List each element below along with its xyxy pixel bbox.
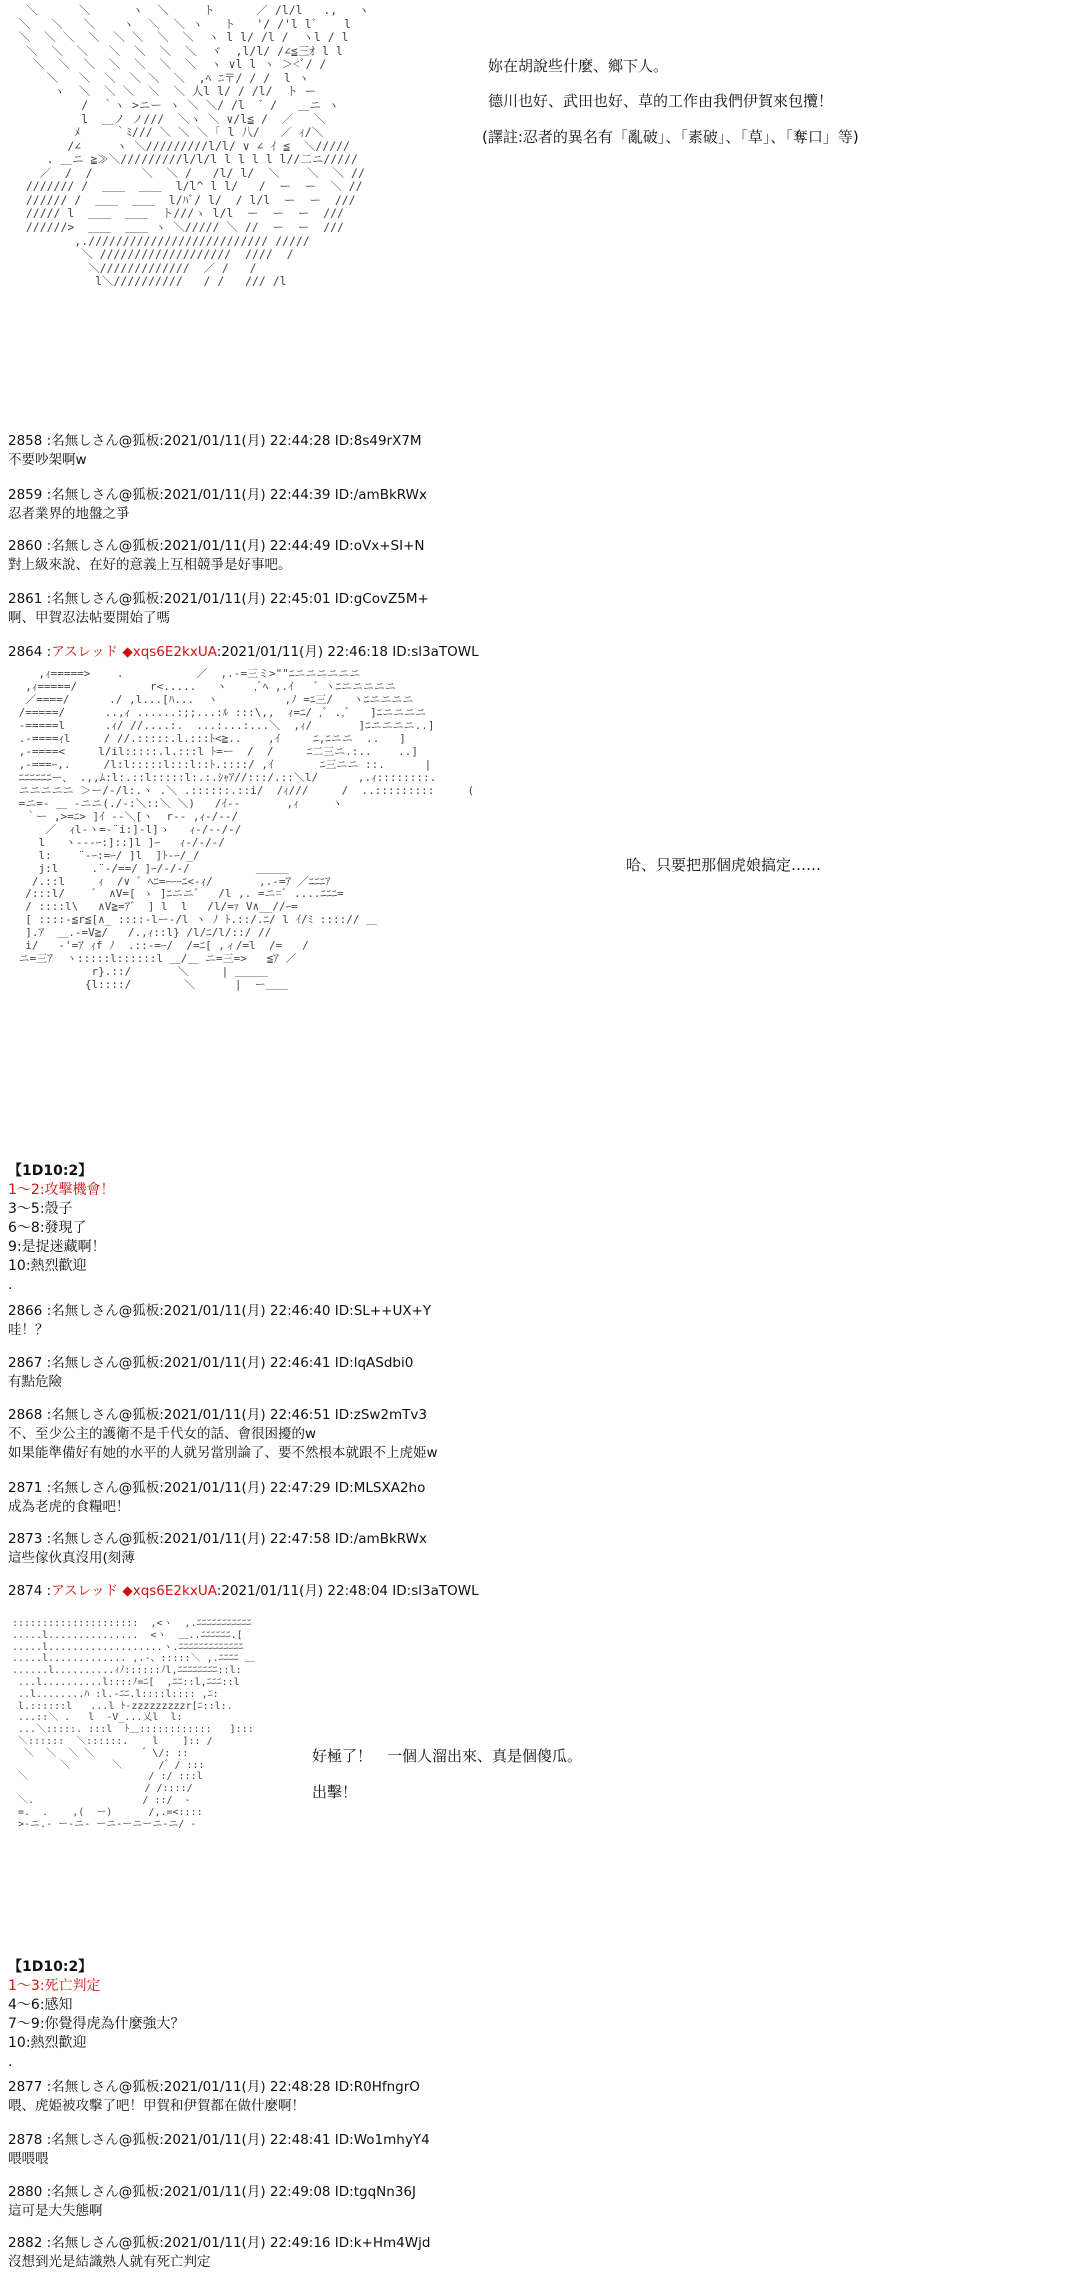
translator-note: (譯註:忍者的異名有「亂破」、「素破」、「草」、「奪口」等)	[482, 128, 859, 146]
dialogue-line: 好極了！ 一個人溜出來、真是個傻瓜。	[312, 1747, 583, 1765]
dice-row: 4～6:感知	[8, 1997, 73, 2013]
dice-title: 【1D10:2】	[8, 1163, 93, 1179]
dice-result-block	[8, 1162, 115, 1295]
ascii-art-tiger-princess: ,ｨ=====> . ／ ,.-=三ミ>""ﾆニニニニニニ ,ｨ=====/ r<..... ヽ ,ﾞﾍ ,.ｲ ゛ヽﾆニニニニニ ／====/ ./ ,l...[ﾊ... ヽ ,ﾉ =ﾆ三/ ヽﾆニニニニ /=====/ ..,ｨ ......:;;...:ﾙ :::\,, ｨ=ﾆ/ ,ﾞ .,ﾞ ]ﾆニニニニ -=====l .ｨ/ //....:. ...:...:...＼ ,ｨ/ ]ﾆニニニニ..] .-====ｨl / //.:::::.l.:::ﾄ<≧.. ,ｲ ﾆ,ﾆニニ .. ] ,-====< l/il:::::.l.:::l ﾄ=ー / / ﾆ二三ニ.:.. ..] ,-===ｰ,. /l:l:::::l:::l::ﾄ.::::/ ,ｲ ﾆ三ニニ ::. | ﾆﾆﾆﾆﾆﾆー、 .,,ﾑ:l:.::l:::::l:.:.ｼｬｱ//:::/.::＼l/ ,.ｨ::::::::. ニニニニニ ＞ー/-/l:.ヽ .＼ .::::::.::i/ /ｨ/// / ..::::::::: ( =ニ=- ＿ -ニニ(./-:＼::＼ ＼) /ｲ-‐ ,ｨ ヽ ｀ー ,>=ﾆ> ]ｲ ‐-＼[ヽ r-‐ ,ｨ-/‐-/ ／ ｨl‐ヽ=-¨i:]-l]ゝ ｨ-/‐-/-/ l ヽ---ｰ:]::]l ]ｰ ｨ-/-/-/ l: ¨-ｰ:=ｰ/ ]l ]ﾄ-ｰ/_/ j:l .¨-/==/ ]ｰ/-/-/ ＿＿＿ /.::l ｨ /∨ ゛ﾍﾆ=ｰｰｰﾆ<-ｨ/ ,.-=ｱ ／ﾆﾆﾆｱ /:::l/ ゛ ∧V=[ ゝ ]ﾆニニ゛ /l ,. =ニ=ﾞ ....ﾆﾆﾆ= / ::::l\ ∧V≧=ｱ゛ ] l l /l/=ｧ V∧__//ｰ= [ ::::-≦r≦[∧_ ::::-lー-/l ヽ ﾉ ﾄ.::/.ﾆ/ l ｲ/ﾐ ::::// ＿ ].ｱ ＿.-=V≧/ /.,ｨ::l} /l/ﾆ/l/::/ // i/ -'=ｱ ｨf ﾉ .::-=ｰ/ /=ﾆ[ ,ィ/=l /= / ニ=三ｱ ヽ:::::l::::::l ＿/＿ ニ=三=> ≦ｱ ／ r}.::/ ＼ | ＿＿＿ {l::::/ ＼ | ー＿＿	[18, 668, 475, 992]
dice-row: 6～8:發現了	[8, 1220, 87, 1236]
poster-name: 名無しさん@狐板	[51, 1303, 160, 1319]
post	[8, 432, 422, 470]
poster-name: 名無しさん@狐板	[51, 1531, 160, 1547]
post-header: 2871 :名無しさん@狐板:2021/01/11(月) 22:47:29 ID:MLSXA2ho	[8, 1480, 426, 1496]
post	[8, 2234, 430, 2272]
dice-result-block	[8, 1958, 185, 2072]
dice-row: 3～5:殼子	[8, 1201, 73, 1217]
post-author	[8, 643, 479, 662]
post	[8, 1406, 438, 1463]
poster-trip: ◆xqs6E2kxUA	[122, 1583, 217, 1599]
dialogue-line: 出擊！	[312, 1783, 358, 1801]
post	[8, 1354, 413, 1392]
post-body: 這可是大失態啊	[8, 2203, 103, 2219]
post-body: 沒想到光是結識熟人就有死亡判定	[8, 2254, 211, 2270]
dice-tail: .	[8, 1277, 13, 1293]
poster-name: アスレッド	[51, 1583, 119, 1599]
post-header: 2880 :名無しさん@狐板:2021/01/11(月) 22:49:08 ID:tgqNn36J	[8, 2184, 416, 2200]
post-header: 2868 :名無しさん@狐板:2021/01/11(月) 22:46:51 ID:zSw2mTv3	[8, 1407, 427, 1423]
post-body: 哇！？	[8, 1322, 49, 1338]
ascii-art-ninja-battle: ＼ ＼ ヽ ＼ ト ／ /l/l ., ヽ ＼ ＼ ＼ ヽ ＼ ＼ ヽ ト '/ /'l l゛ l ＼ ＼ ＼ ＼ ＼ ＼ ＼ ＼ ヽ l l/ /l / ヽl / l ＼ ＼ ＼ ＼ ＼ ＼ ＼ ヾ ,l/l/ /∠≦三ｵ l l ＼ ＼ ＼ ＼ ＼ ＼ ＼ ヽ ∨l l ヽ ＞<ﾞ/ / ＼ ＼ ＼ ＼ ＼ ＼ ,ﾍ ﾆ〒/ / / l ヽ ヽ ＼ ＼ ＼ ＼ ＼ 人l l/ / /l/ ト ー / ｀ヽ >ニー ヽ ＼ ＼/ /l ゛/ ＿ニ ヽ l ＿ノ ノ/// ＼ヽ ＼ ∨/l≦ / ／ ＼ ﾒ ｀ﾐ/// ＼ ＼ ＼ ｢ l 八/ ／ ｨ/＼ /∠ ヽ ＼/////////l/l/ ∨ ∠ ｲ ≦ ＼///// . ＿ニ ≧≫＼/////////l/l/l l l l l l//二ニ///// ／ / / ＼ ＼ / /l/ l/ ＼ ＼ ＼ // /////// / ＿＿ ＿＿ l/l^ l l/ / ー ー ＼ // ////// / ＿＿ ＿＿ l/ﾊﾞ/ l/ / l/l ー ー /// ///// l ＿＿ ＿＿ ト///ゝ l/l ー ー ー /// //////> ＿＿ ＿＿ ヽ ＼///// ＼ // ー ー /// ,.////////////////////////// ///// ＼ /////////////////// //// / ＼///////////// ／ / / l＼////////// / / /// /l	[18, 4, 370, 289]
dice-title: 【1D10:2】	[8, 1959, 93, 1975]
post-body: 喂喂喂	[8, 2151, 49, 2167]
poster-name: 名無しさん@狐板	[51, 2184, 160, 2200]
poster-trip: ◆xqs6E2kxUA	[122, 644, 217, 660]
post-header: 2873 :名無しさん@狐板:2021/01/11(月) 22:47:58 ID:/amBkRWx	[8, 1531, 427, 1547]
dialogue-line: 哈、只要把那個虎娘搞定……	[626, 856, 822, 874]
post-body: 不、至少公主的護衛不是千代女的話、會很困擾的w 如果能準備好有她的水平的人就另當別論了、要不然根本就跟不上虎姫w	[8, 1426, 438, 1461]
post-body: 成為老虎的食糧吧！	[8, 1499, 130, 1515]
post	[8, 1302, 431, 1340]
post-header: 2864 :アスレッド ◆xqs6E2kxUA:2021/01/11(月) 22:46:18 ID:sl3aTOWL	[8, 644, 479, 660]
post-body: 有點危險	[8, 1374, 62, 1390]
post-header: 2877 :名無しさん@狐板:2021/01/11(月) 22:48:28 ID:R0HfngrO	[8, 2079, 420, 2095]
post	[8, 537, 425, 575]
post-body: 忍者業界的地盤之爭	[8, 506, 130, 522]
post	[8, 1530, 427, 1568]
poster-name: 名無しさん@狐板	[51, 1480, 160, 1496]
post-header: 2859 :名無しさん@狐板:2021/01/11(月) 22:44:39 ID:/amBkRWx	[8, 487, 427, 503]
post	[8, 486, 427, 524]
post	[8, 1479, 425, 1517]
poster-name: 名無しさん@狐板	[51, 2235, 160, 2251]
post-header: 2878 :名無しさん@狐板:2021/01/11(月) 22:48:41 ID:Wo1mhyY4	[8, 2132, 430, 2148]
poster-name: 名無しさん@狐板	[51, 487, 160, 503]
poster-name: 名無しさん@狐板	[51, 538, 160, 554]
dice-row: 9:是捉迷藏啊！	[8, 1239, 106, 1255]
post	[8, 2131, 430, 2169]
poster-name: 名無しさん@狐板	[51, 2079, 160, 2095]
post-header: 2860 :名無しさん@狐板:2021/01/11(月) 22:44:49 ID:oVx+SI+N	[8, 538, 425, 554]
poster-name: 名無しさん@狐板	[51, 2132, 160, 2148]
post-body: 這些傢伙真沒用(刻薄	[8, 1550, 135, 1566]
dialogue-line: 德川也好、武田也好、草的工作由我們伊賀來包攬！	[488, 92, 834, 110]
poster-name: 名無しさん@狐板	[51, 1407, 160, 1423]
post-body: 不要吵架啊w	[8, 452, 87, 468]
dialogue-line: 妳在胡說些什麼、鄉下人。	[488, 57, 669, 75]
dice-row: 7～9:你覺得虎為什麼強大？	[8, 2016, 185, 2032]
dice-row-selected: 1～3:死亡判定	[8, 1978, 101, 1994]
post	[8, 2183, 416, 2221]
poster-name: アスレッド	[51, 644, 119, 660]
post-author	[8, 1582, 479, 1601]
post-header: 2858 :名無しさん@狐板:2021/01/11(月) 22:44:28 ID:8s49rX7M	[8, 433, 422, 449]
poster-name: 名無しさん@狐板	[51, 591, 160, 607]
post	[8, 2078, 420, 2116]
poster-name: 名無しさん@狐板	[51, 1355, 160, 1371]
post-header: 2866 :名無しさん@狐板:2021/01/11(月) 22:46:40 ID:SL++UX+Y	[8, 1303, 432, 1319]
dice-row-selected: 1～2:攻擊機會！	[8, 1182, 115, 1198]
poster-name: 名無しさん@狐板	[51, 433, 160, 449]
post-body: 對上級來說、在好的意義上互相競爭是好事吧。	[8, 557, 292, 573]
post-header: 2874 :アスレッド ◆xqs6E2kxUA:2021/01/11(月) 22:48:04 ID:sl3aTOWL	[8, 1583, 479, 1599]
dice-tail: .	[8, 2054, 13, 2070]
ascii-art-moon-night: ::::::::::::::::::::: ,<ヽ ,.ﾆﾆﾆﾆﾆﾆﾆﾆﾆﾆﾆ .....l............... <ヽ ＿..ﾆﾆﾆﾆﾆﾆ.[ .....l...................ヽ.ﾆﾆﾆﾆﾆﾆﾆﾆﾆﾆﾆﾆﾆ .....l............. ,.-、:::::＼ ,.ﾆﾆﾆﾆ ＿ ......l..........ｨﾉ::::::ﾉl,ﾆﾆﾆﾆﾆﾆﾆﾆ::l: ...l..........l::::ﾉ=ﾆ[ ,ﾆﾆ::l,ﾆﾆﾆ::l ..l........ﾊ :l.-ﾆﾆ.l::::l:::: ,ﾆ: l.::::::l ...l ﾄ-zzzzzzzzzr[ﾆ::l:. ...::＼ . l -V_...乂l l: ...＼:::::. :::l ﾄ＿:::::::::::: ]::: ＼:::::: ＼::::::. l ]:: / ＼ ＼ ＼ ＼ ゛\/: :: ＼ ＼ /゛/ ::: ＼ / :/ :::l / /::::/ ＼. / ::/ - =. . ,( ー) /,.=<:::: >-ニ.- ー-ニ- ーニ-ーニーニ-ニ/ -	[12, 1618, 255, 1830]
post-header: 2867 :名無しさん@狐板:2021/01/11(月) 22:46:41 ID:lqASdbi0	[8, 1355, 414, 1371]
dice-row: 10:熱烈歡迎	[8, 1258, 87, 1274]
post-header: 2882 :名無しさん@狐板:2021/01/11(月) 22:49:16 ID:k+Hm4Wjd	[8, 2235, 431, 2251]
post-body: 啊、甲賀忍法帖要開始了嗎	[8, 610, 170, 626]
post-header: 2861 :名無しさん@狐板:2021/01/11(月) 22:45:01 ID:gCovZ5M+	[8, 591, 429, 607]
post	[8, 590, 429, 628]
dice-row: 10:熱烈歡迎	[8, 2035, 87, 2051]
post-body: 喂、虎姫被攻擊了吧！甲賀和伊賀都在做什麼啊！	[8, 2098, 305, 2114]
